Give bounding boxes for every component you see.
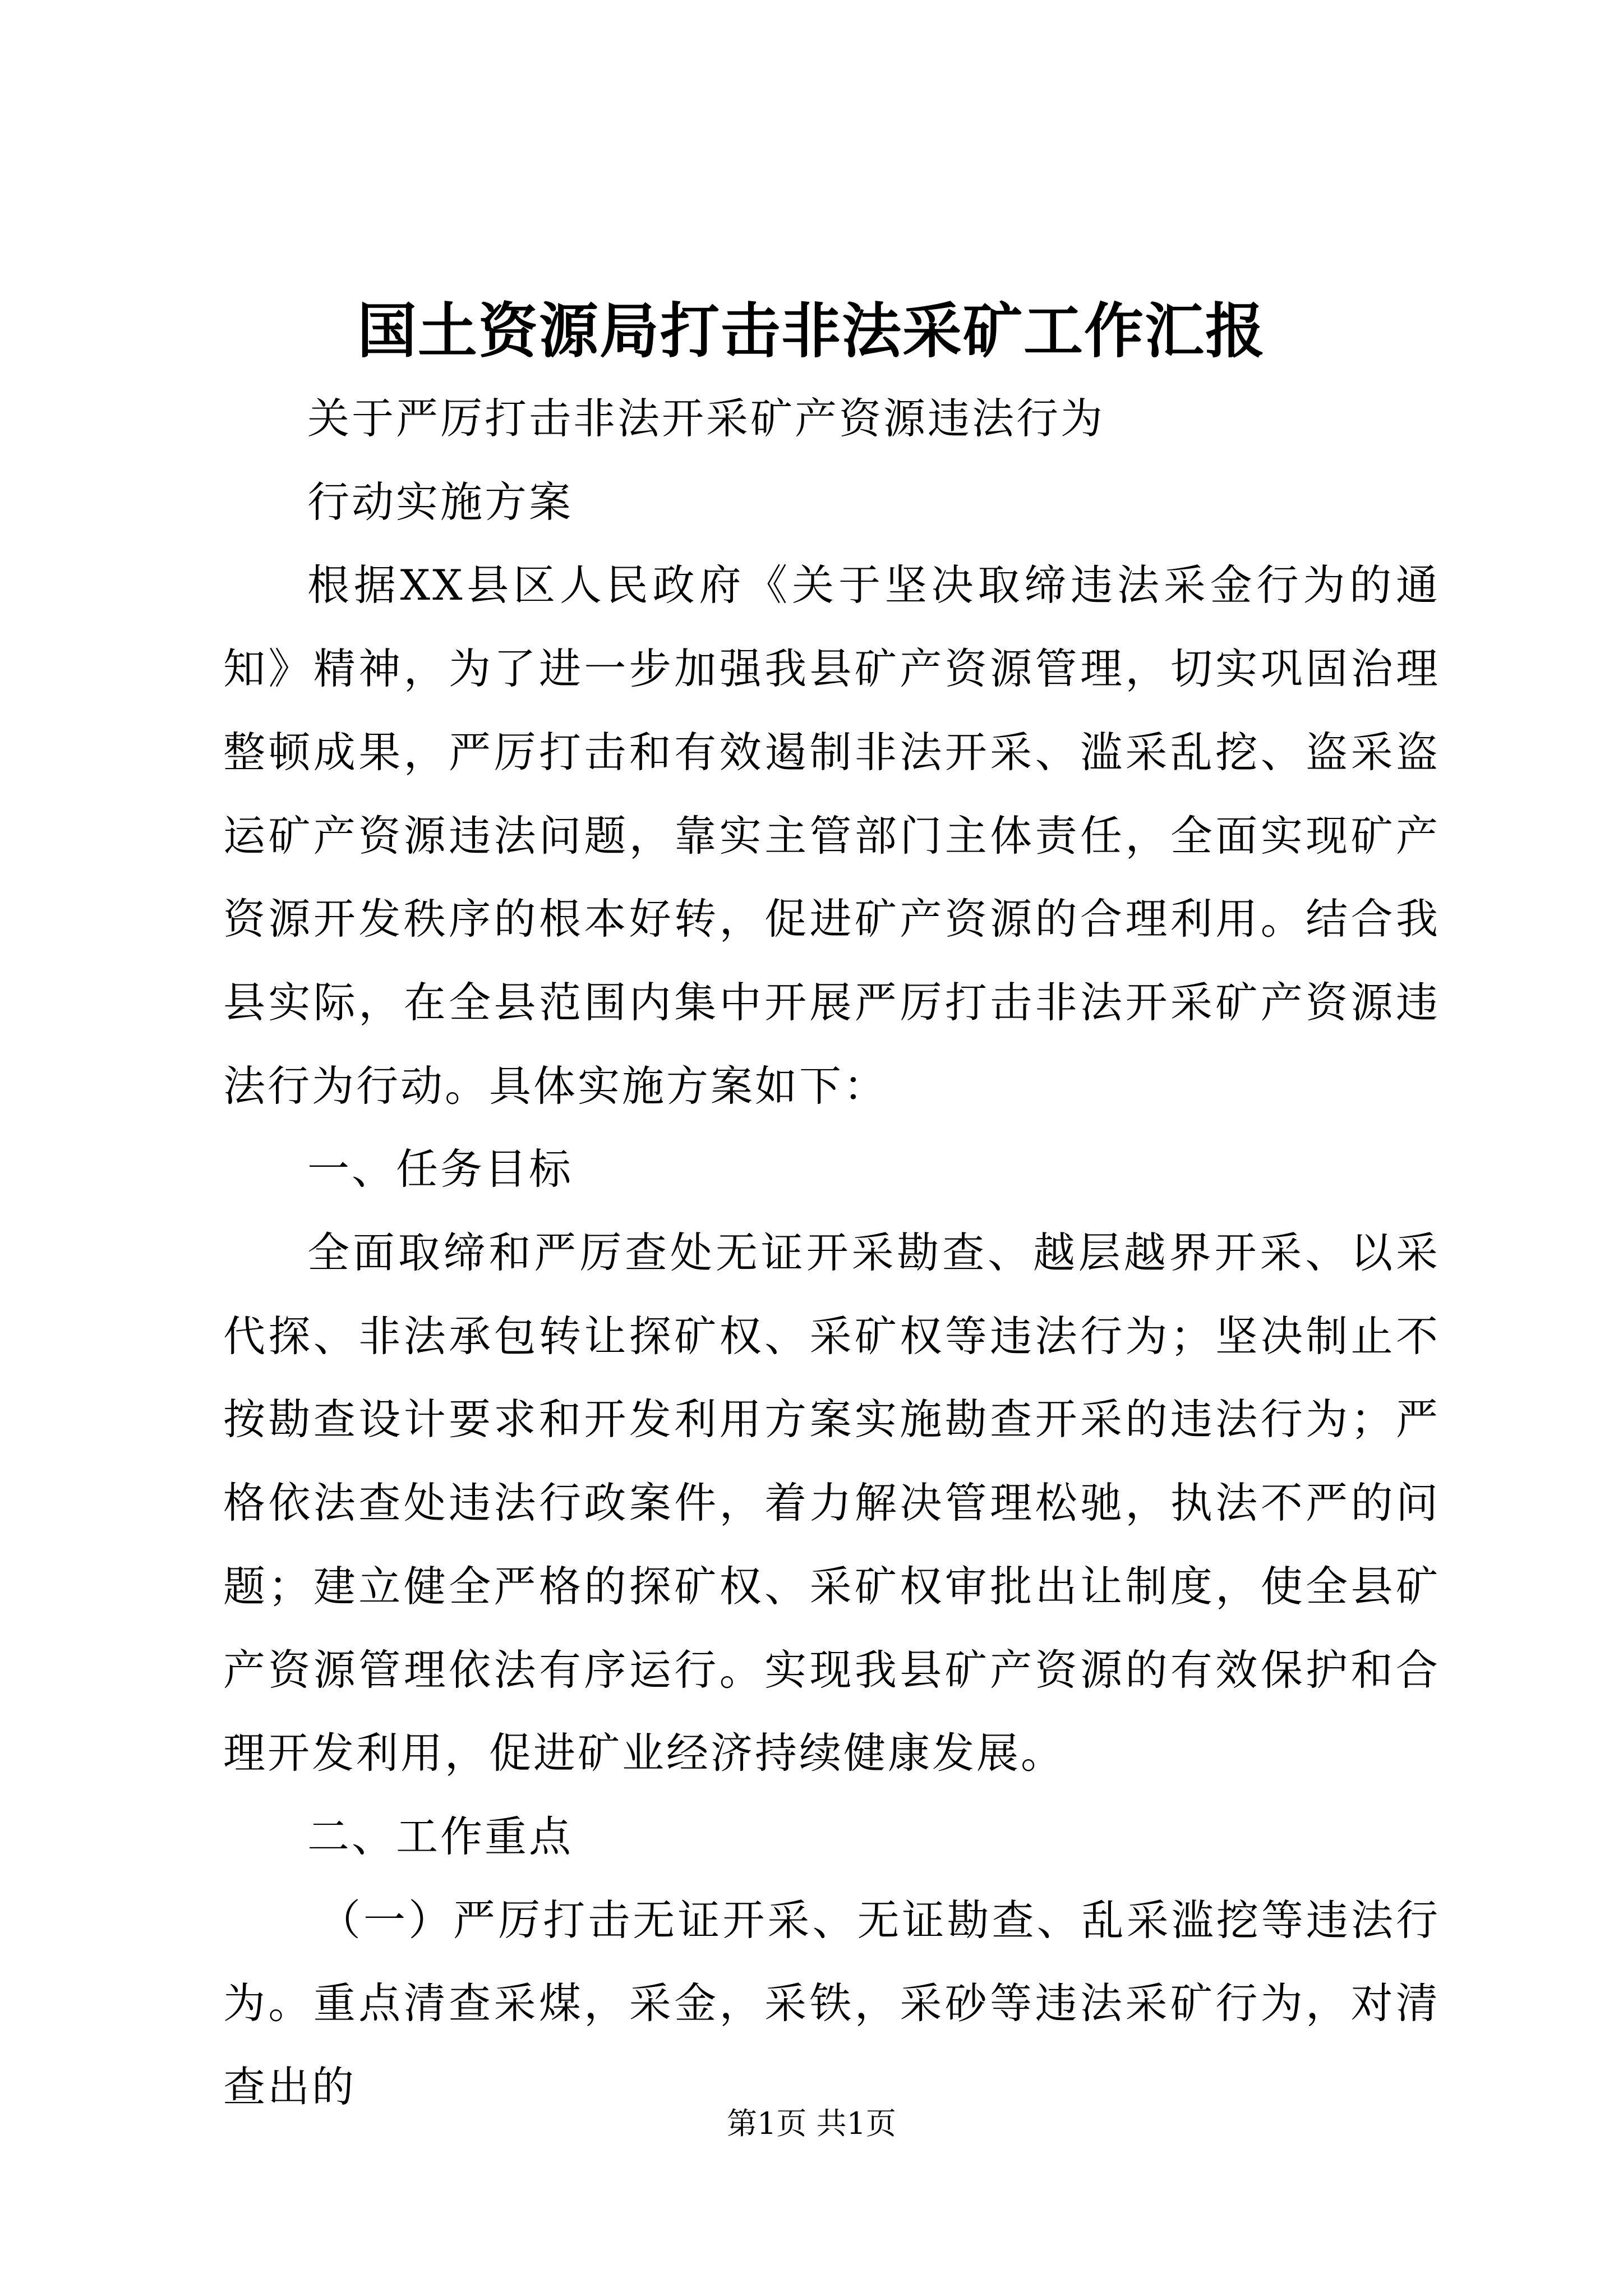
paragraph-work-focus-1: （一）严厉打击无证开采、无证勘查、乱采滥挖等违法行为。重点清查采煤，采金，采铁，采砂等违法采矿行为，对清查出的 bbox=[223, 1895, 1440, 2112]
paragraph-subtitle-2: 行动实施方案 bbox=[307, 477, 574, 527]
paragraph-intro: 根据XX县区人民政府《关于坚决取缔违法采金行为的通知》精神，为了进一步加强我县矿产资源管理，切实巩固治理整顿成果，严厉打击和有效遏制非法开采、滥采乱挖、盗采盗运矿产资源违法问题，靠实主管部门主体责任，全面实现矿产资源开发秩序的根本好转，促进矿产资源的合理利用。结合我县实际，在全县范围内集中开展严厉打击非法开采矿产资源违法行为行动。具体实施方案如下： bbox=[223, 560, 1440, 1111]
section-heading-2: 二、工作重点 bbox=[307, 1811, 574, 1861]
document-body bbox=[223, 377, 1440, 2129]
page-number: 第1页 共1页 bbox=[727, 2106, 896, 2141]
section-heading-1: 一、任务目标 bbox=[307, 1144, 574, 1194]
document-title: 国土资源局打击非法采矿工作汇报 bbox=[357, 296, 1266, 366]
paragraph-task-goals: 全面取缔和严厉查处无证开采勘查、越层越界开采、以采代探、非法承包转让探矿权、采矿权等违法行为；坚决制止不按勘查设计要求和开发利用方案实施勘查开采的违法行为；严格依法查处违法行政案件，着力解决管理松驰，执法不严的问题；建立健全严格的探矿权、采矿权审批出让制度，使全县矿产资源管理依法有序运行。实现我县矿产资源的有效保护和合理开发利用，促进矿业经济持续健康发展。 bbox=[223, 1228, 1440, 1778]
paragraph-subtitle-1: 关于严厉打击非法开采矿产资源违法行为 bbox=[307, 394, 1105, 443]
